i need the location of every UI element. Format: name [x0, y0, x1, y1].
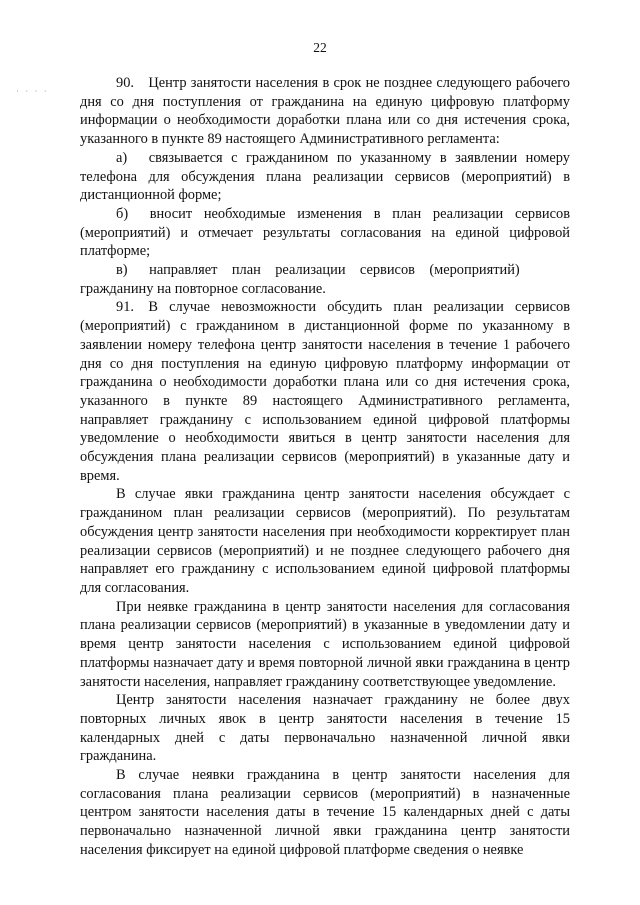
document-body — [80, 74, 570, 860]
paragraph-appearance: В случае явки гражданина центр занятости населения обсуждает с гражданином план реализации сервисов (мероприятий). По результатам обсуждения центр занятости населения при необходимости корректирует план реализации сервисов (мероприятий) и не позднее следующего рабочего дня направляет его гражданину с использованием единой цифровой платформы для согласования. — [80, 486, 570, 596]
page-number: 22 — [313, 40, 327, 55]
paragraph-repeat-limit: Центр занятости населения назначает гражданину не более двух повторных личных явок в центр занятости населения в течение 15 календарных дней с даты первоначально назначенной личной явки гражданина. — [80, 692, 570, 765]
paragraph-final-no-show: В случае неявки гражданина в центр занятости населения для согласования плана реализации сервисов (мероприятий) в назначенные центром занятости населения даты в течение 15 календарных дней с даты первоначально назначенной личной явки гражданина центр занятости населения фиксирует на единой цифровой платформе сведения о неявке — [80, 767, 570, 858]
paragraph-90-v: в) направляет план реализации сервисов (мероприятий) гражданину на повторное согласование. — [80, 262, 520, 297]
scan-artifact: · · · · — [16, 86, 49, 96]
paragraph-90-b: б) вносит необходимые изменения в план реализации сервисов (мероприятий) и отмечает результаты согласования на единой цифровой платформе; — [80, 205, 570, 260]
paragraph-91: 91. В случае невозможности обсудить план реализации сервисов (мероприятий) с гражданином в дистанционной форме по указанному в заявлении номеру телефона центр занятости населения в течение 1 рабочего дня со дня поступления на единую цифровую платформу информации от гражданина о необходимости доработки плана или со дня истечения срока, указанного в пункте 89 настоящего Административного регламента, направляет гражданину с использованием единой цифровой платформы уведомление о необходимости явиться в центр занятости населения для обсуждения плана реализации сервисов (мероприятий) в указанные дату и время. — [80, 299, 570, 484]
paragraph-90-a: а) связывается с гражданином по указанному в заявлении номеру телефона для обсуждения плана реализации сервисов (мероприятий) в дистанционной форме; — [80, 149, 570, 204]
paragraph-90: 90. Центр занятости населения в срок не позднее следующего рабочего дня со дня поступления от гражданина на единую цифровую платформу информации о необходимости доработки плана или со дня истечения срока, указанного в пункте 89 настоящего Административного регламента: — [80, 75, 570, 148]
paragraph-non-appearance: При неявке гражданина в центр занятости населения для согласования плана реализации сервисов (мероприятий) в указанные в уведомлении дату и время центр занятости населения с использованием единой цифровой платформы назначает дату и время повторной личной явки гражданина в центр занятости населения, направляет гражданину соответствующее уведомление. — [80, 598, 570, 690]
